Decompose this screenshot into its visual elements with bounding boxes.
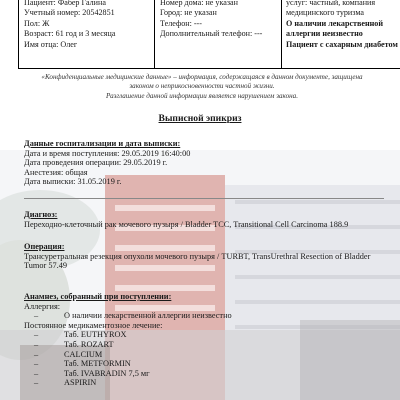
- anamnesis-heading: Анамнез, собранный при поступлении:: [24, 292, 172, 301]
- patient-sex: Пол: Ж: [24, 18, 50, 28]
- list-item: – Таб. ROZART: [24, 340, 384, 350]
- service-type: услуг: частный, компания медицинского туризма: [286, 0, 376, 18]
- hospitalization-section: [24, 139, 384, 187]
- father-name: Имя отца: Олег: [24, 39, 78, 49]
- allergy-list: [24, 311, 384, 321]
- allergy-status: О наличии лекарственной аллергии неизвестно: [286, 18, 384, 39]
- operation-text: Трансуретральная резекция опухоли мочевого пузыря / TURBT, TransUrethral Resection of Bladder Tumor 57.49: [24, 251, 371, 271]
- patient-name: Пациент: Фабер Галина: [24, 0, 106, 7]
- patient-age: Возраст: 61 год и 3 месяца: [24, 29, 116, 39]
- operation-date: Дата проведения операции: 29.05.2019 г.: [24, 158, 168, 168]
- diagnosis-heading: Диагноз:: [24, 210, 58, 219]
- list-item: – Таб. EUTHYROX: [24, 330, 384, 340]
- list-item: – О наличии лекарственной аллергии неизвестно: [24, 311, 384, 321]
- anesthesia: Анестезия: общая: [24, 167, 88, 177]
- section-divider: [24, 198, 384, 199]
- account-number: Учетный номер: 20542851: [24, 8, 115, 18]
- medications-label: Постоянное медикаментозное лечение:: [24, 320, 163, 330]
- discharge-date: Дата выписки: 31.05.2019 г.: [24, 177, 122, 187]
- disclaimer-line: Разглашение данной информации является нарушением закона.: [106, 91, 298, 100]
- hospitalization-heading: Данные госпитализации и дата выписки:: [24, 139, 181, 148]
- diagnosis-text: Переходно-клеточный рак мочевого пузыря / Bladder TCC, Transitional Cell Carcinoma 188.9: [24, 219, 349, 229]
- disclaimer-line: законом о неприкосновенности частной жизни.: [129, 82, 275, 91]
- contact-info-column: [155, 0, 282, 69]
- allergy-label: Аллергия:: [24, 301, 61, 311]
- list-item: – Таб. IVABRADIN 7,5 мг: [24, 369, 384, 379]
- operation-heading: Операция:: [24, 242, 65, 251]
- city: Город: не указан: [160, 8, 217, 18]
- list-item: – Таб. METFORMIN: [24, 359, 384, 369]
- service-info-column: [282, 0, 400, 69]
- medications-list: [24, 330, 384, 388]
- admission-datetime: Дата и время поступления: 29.05.2019 16:40:00: [24, 148, 191, 158]
- list-item: – ASPIRIN: [24, 378, 384, 388]
- operation-section: [24, 242, 384, 271]
- patient-info-column: [18, 0, 155, 69]
- house-number: Номер дома: не указан: [160, 0, 238, 7]
- document-title: Выписной эпикриз: [158, 113, 242, 124]
- confidentiality-disclaimer: [30, 73, 374, 101]
- phone: Телефон: ---: [160, 18, 202, 28]
- diabetes-status: Пациент с сахарным диабетом: [286, 39, 398, 49]
- additional-phone: Дополнительный телефон: ---: [160, 29, 263, 39]
- patient-header-table: [18, 0, 400, 69]
- diagnosis-section: [24, 210, 384, 229]
- anamnesis-section: [24, 292, 384, 388]
- disclaimer-line: «Конфиденциальные медицинские данные» – информация, содержащаяся в данном документе, защищена: [41, 73, 363, 81]
- list-item: – CALCIUM: [24, 350, 384, 360]
